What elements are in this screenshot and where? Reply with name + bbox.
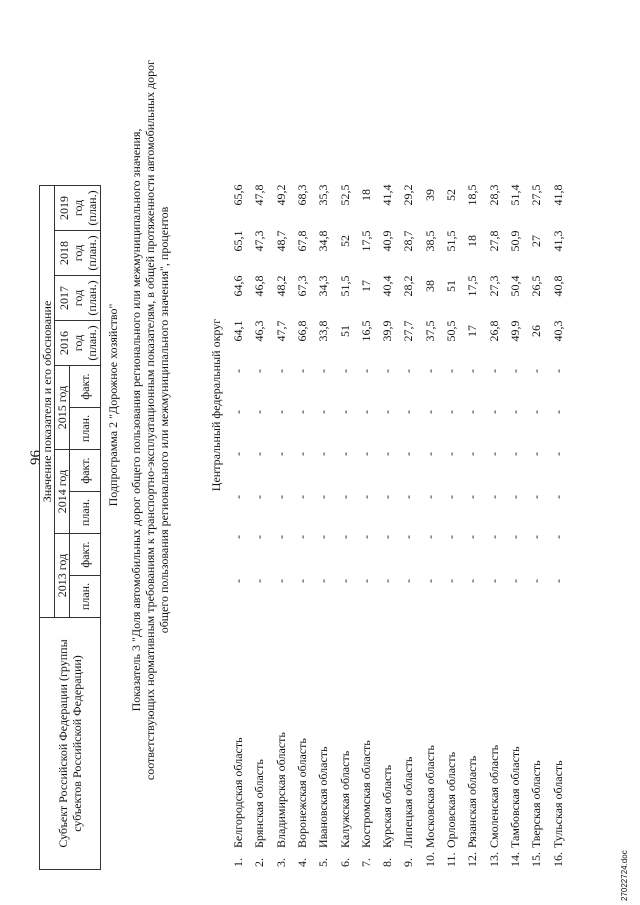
- empty-cell-dash: -: [231, 495, 245, 499]
- empty-cell-dash: -: [486, 410, 501, 414]
- year-2014-header: 2014 год: [55, 450, 70, 534]
- empty-cell-dash: -: [529, 452, 544, 456]
- value-cell: 28,2: [401, 275, 416, 297]
- value-cell: 38: [422, 280, 437, 292]
- empty-cell-dash: -: [273, 535, 288, 539]
- row-number: 3.: [273, 858, 288, 867]
- empty-cell-dash: -: [316, 369, 331, 373]
- row-number: 15.: [529, 852, 544, 867]
- empty-cell-dash: -: [401, 535, 416, 539]
- value-cell: 16,5: [358, 320, 373, 342]
- plan-2014: план.: [70, 492, 101, 534]
- empty-cell-dash: -: [337, 579, 352, 583]
- value-cell: 28,7: [401, 230, 416, 252]
- empty-cell-dash: -: [231, 369, 245, 373]
- empty-cell-dash: -: [486, 579, 501, 583]
- value-cell: 50,4: [507, 275, 522, 297]
- value-cell: 64,1: [231, 320, 245, 342]
- value-cell: 67,3: [294, 275, 309, 297]
- row-number: 4.: [294, 858, 309, 867]
- value-cell: 34,3: [316, 275, 331, 297]
- empty-cell-dash: -: [252, 579, 267, 583]
- empty-cell-dash: -: [486, 452, 501, 456]
- empty-cell-dash: -: [550, 535, 565, 539]
- table-row: [398, 5, 419, 870]
- empty-cell-dash: -: [550, 369, 565, 373]
- empty-cell-dash: -: [273, 452, 288, 456]
- region-name: Курская область: [380, 764, 395, 848]
- value-cell: 65,6: [231, 184, 245, 206]
- value-cell: 35,3: [316, 184, 331, 206]
- region-name: Смоленская область: [486, 744, 501, 848]
- empty-cell-dash: -: [337, 410, 352, 414]
- row-number: 16.: [550, 852, 565, 867]
- empty-cell-dash: -: [316, 495, 331, 499]
- value-cell: 26: [529, 325, 544, 337]
- empty-cell-dash: -: [380, 452, 395, 456]
- row-number: 10.: [422, 852, 437, 867]
- empty-cell-dash: -: [444, 495, 458, 499]
- table-row: [228, 5, 249, 870]
- empty-cell-dash: -: [444, 410, 458, 414]
- empty-cell-dash: -: [231, 410, 245, 414]
- empty-cell-dash: -: [550, 495, 565, 499]
- empty-cell-dash: -: [486, 535, 501, 539]
- empty-cell-dash: -: [358, 535, 373, 539]
- empty-cell-dash: -: [422, 535, 437, 539]
- empty-cell-dash: -: [507, 495, 522, 499]
- table-row: [505, 5, 526, 870]
- value-cell: 28,3: [486, 184, 501, 206]
- empty-cell-dash: -: [337, 495, 352, 499]
- empty-cell-dash: -: [316, 452, 331, 456]
- empty-cell-dash: -: [444, 579, 458, 583]
- year-2019-header: 2019 год (план.): [55, 185, 101, 230]
- empty-cell-dash: -: [380, 495, 395, 499]
- empty-cell-dash: -: [252, 535, 267, 539]
- row-number: 11.: [444, 852, 458, 867]
- empty-cell-dash: -: [358, 495, 373, 499]
- table-row: [313, 5, 334, 870]
- empty-cell-dash: -: [444, 369, 458, 373]
- value-cell: 67,8: [294, 230, 309, 252]
- value-cell: 38,5: [422, 230, 437, 252]
- empty-cell-dash: -: [294, 495, 309, 499]
- value-cell: 29,2: [401, 184, 416, 206]
- value-cell: 52: [444, 189, 458, 201]
- empty-cell-dash: -: [401, 495, 416, 499]
- row-number: 5.: [316, 858, 331, 867]
- value-cell: 47,8: [252, 184, 267, 206]
- value-cell: 26,5: [529, 275, 544, 297]
- empty-cell-dash: -: [422, 452, 437, 456]
- table-row: [271, 5, 292, 870]
- value-cell: 51: [444, 280, 458, 292]
- empty-cell-dash: -: [465, 535, 480, 539]
- value-cell: 48,7: [273, 230, 288, 252]
- district-title: Центральный федеральный округ: [209, 318, 223, 492]
- value-cell: 33,8: [316, 320, 331, 342]
- value-cell: 49,2: [273, 184, 288, 206]
- empty-cell-dash: -: [465, 495, 480, 499]
- empty-cell-dash: -: [231, 579, 245, 583]
- empty-cell-dash: -: [529, 579, 544, 583]
- value-cell: 46,3: [252, 320, 267, 342]
- value-cell: 27,5: [529, 184, 544, 206]
- value-cell: 68,3: [294, 184, 309, 206]
- value-cell: 50,5: [444, 320, 458, 342]
- value-cell: 27,7: [401, 320, 416, 342]
- year-2013-header: 2013 год: [55, 534, 70, 618]
- empty-cell-dash: -: [252, 452, 267, 456]
- empty-cell-dash: -: [273, 369, 288, 373]
- empty-cell-dash: -: [358, 452, 373, 456]
- row-number: 8.: [380, 858, 395, 867]
- empty-cell-dash: -: [529, 535, 544, 539]
- empty-cell-dash: -: [273, 579, 288, 583]
- indicator-line-2: соответствующих нормативным требованиям к транспортно-эксплуатационным показателям, в общей протяженности автомобильных дорог: [143, 59, 157, 781]
- subject-header: Субъект Российской Федерации (группы субъектов Российской Федерации): [40, 618, 101, 870]
- region-name: Тамбовская область: [507, 746, 522, 848]
- empty-cell-dash: -: [507, 535, 522, 539]
- empty-cell-dash: -: [358, 410, 373, 414]
- table-row: [420, 5, 441, 870]
- value-cell: 27,3: [486, 275, 501, 297]
- value-cell: 46,8: [252, 275, 267, 297]
- empty-cell-dash: -: [465, 452, 480, 456]
- value-cell: 41,3: [550, 230, 565, 252]
- empty-cell-dash: -: [422, 495, 437, 499]
- value-cell: 41,8: [550, 184, 565, 206]
- value-cell: 51: [337, 325, 352, 337]
- row-number: 6.: [337, 858, 352, 867]
- value-cell: 47,7: [273, 320, 288, 342]
- value-cell: 64,6: [231, 275, 245, 297]
- value-cell: 18: [465, 235, 480, 247]
- value-cell: 48,2: [273, 275, 288, 297]
- fact-2014: факт.: [70, 450, 101, 492]
- row-number: 12.: [465, 852, 480, 867]
- empty-cell-dash: -: [358, 369, 373, 373]
- fact-2013: факт.: [70, 534, 101, 576]
- row-number: 13.: [486, 852, 501, 867]
- table-row: [292, 5, 313, 870]
- empty-cell-dash: -: [529, 369, 544, 373]
- value-cell: 17: [358, 280, 373, 292]
- empty-cell-dash: -: [422, 410, 437, 414]
- value-cell: 17,5: [465, 275, 480, 297]
- empty-cell-dash: -: [231, 452, 245, 456]
- indicator-line-1: Показатель 3 "Доля автомобильных дорог общего пользования регионального или межмуниципального значения,: [129, 128, 143, 712]
- empty-cell-dash: -: [316, 535, 331, 539]
- row-number: 9.: [401, 858, 416, 867]
- empty-cell-dash: -: [465, 369, 480, 373]
- empty-cell-dash: -: [231, 535, 245, 539]
- value-cell: 17: [465, 325, 480, 337]
- value-cell: 40,4: [380, 275, 395, 297]
- table-header: [39, 0, 101, 870]
- page-number: 96: [28, 450, 44, 465]
- empty-cell-dash: -: [294, 452, 309, 456]
- value-cell: 17,5: [358, 230, 373, 252]
- value-cell: 34,8: [316, 230, 331, 252]
- empty-cell-dash: -: [401, 410, 416, 414]
- region-name: Московская область: [422, 745, 437, 848]
- empty-cell-dash: -: [337, 369, 352, 373]
- empty-cell-dash: -: [465, 579, 480, 583]
- value-cell: 41,4: [380, 184, 395, 206]
- region-name: Владимирская область: [273, 732, 288, 848]
- value-cell: 40,9: [380, 230, 395, 252]
- value-cell: 66,8: [294, 320, 309, 342]
- table-row: [356, 5, 377, 870]
- region-name: Белгородская область: [231, 737, 245, 848]
- plan-2015: план.: [70, 408, 101, 450]
- empty-cell-dash: -: [507, 410, 522, 414]
- value-cell: 51,5: [444, 230, 458, 252]
- empty-cell-dash: -: [507, 579, 522, 583]
- year-2018-header: 2018 год (план.): [55, 231, 101, 276]
- fact-2015: факт.: [70, 366, 101, 408]
- empty-cell-dash: -: [316, 579, 331, 583]
- subprogram-title: Подпрограмма 2 "Дорожное хозяйство": [106, 303, 120, 507]
- region-name: Рязанская область: [465, 755, 480, 848]
- empty-cell-dash: -: [465, 410, 480, 414]
- region-name: Липецкая область: [401, 756, 416, 848]
- value-cell: 51,5: [337, 275, 352, 297]
- empty-cell-dash: -: [252, 410, 267, 414]
- table-row: [526, 5, 547, 870]
- empty-cell-dash: -: [380, 369, 395, 373]
- region-name: Костромская область: [358, 740, 373, 848]
- empty-cell-dash: -: [507, 369, 522, 373]
- empty-cell-dash: -: [380, 535, 395, 539]
- value-cell: 50,9: [507, 230, 522, 252]
- empty-cell-dash: -: [401, 452, 416, 456]
- value-cell: 27: [529, 235, 544, 247]
- row-number: 14.: [507, 852, 522, 867]
- table-row: [335, 5, 356, 870]
- table-row: [377, 5, 398, 870]
- empty-cell-dash: -: [422, 369, 437, 373]
- empty-cell-dash: -: [529, 495, 544, 499]
- empty-cell-dash: -: [422, 579, 437, 583]
- empty-cell-dash: -: [273, 495, 288, 499]
- region-name: Тверская область: [529, 760, 544, 848]
- empty-cell-dash: -: [486, 495, 501, 499]
- table-row: [249, 5, 270, 870]
- row-number: 2.: [252, 858, 267, 867]
- empty-cell-dash: -: [294, 535, 309, 539]
- empty-cell-dash: -: [316, 410, 331, 414]
- value-cell: 51,4: [507, 184, 522, 206]
- region-name: Тульская область: [550, 760, 565, 848]
- empty-cell-dash: -: [380, 410, 395, 414]
- value-cell: 27,8: [486, 230, 501, 252]
- empty-cell-dash: -: [529, 410, 544, 414]
- value-cell: 40,3: [550, 320, 565, 342]
- value-cell: 47,3: [252, 230, 267, 252]
- value-cell: 39,9: [380, 320, 395, 342]
- table-row: [548, 5, 569, 870]
- table-row: [441, 5, 462, 870]
- value-cell: 40,8: [550, 275, 565, 297]
- empty-cell-dash: -: [337, 535, 352, 539]
- table-row: [484, 5, 505, 870]
- value-cell: 39: [422, 189, 437, 201]
- empty-cell-dash: -: [550, 410, 565, 414]
- empty-cell-dash: -: [380, 579, 395, 583]
- empty-cell-dash: -: [444, 452, 458, 456]
- region-name: Орловская область: [444, 751, 458, 848]
- empty-cell-dash: -: [550, 452, 565, 456]
- value-cell: 52,5: [337, 184, 352, 206]
- empty-cell-dash: -: [273, 410, 288, 414]
- empty-cell-dash: -: [337, 452, 352, 456]
- empty-cell-dash: -: [486, 369, 501, 373]
- region-name: Воронежская область: [294, 738, 309, 848]
- empty-cell-dash: -: [294, 369, 309, 373]
- region-name: Калужская область: [337, 750, 352, 848]
- plan-2013: план.: [70, 576, 101, 618]
- empty-cell-dash: -: [358, 579, 373, 583]
- indicator-line-3: общего пользования регионального или межмуниципального значения", процентов: [157, 206, 171, 634]
- year-2016-header: 2016 год (план.): [55, 321, 101, 366]
- region-name: Ивановская область: [316, 746, 331, 848]
- empty-cell-dash: -: [401, 369, 416, 373]
- empty-cell-dash: -: [507, 452, 522, 456]
- empty-cell-dash: -: [252, 495, 267, 499]
- region-name: Брянская область: [252, 759, 267, 848]
- value-cell: 18,5: [465, 184, 480, 206]
- value-header: Значение показателя и его обоснование: [40, 185, 55, 617]
- value-cell: 18: [358, 189, 373, 201]
- value-cell: 49,9: [507, 320, 522, 342]
- row-number: 1.: [231, 858, 245, 867]
- value-cell: 26,8: [486, 320, 501, 342]
- value-cell: 37,5: [422, 320, 437, 342]
- value-cell: 52: [337, 235, 352, 247]
- year-2015-header: 2015 год: [55, 366, 70, 450]
- empty-cell-dash: -: [294, 579, 309, 583]
- value-cell: 65,1: [231, 230, 245, 252]
- file-label: 27022724.doc: [620, 850, 629, 901]
- empty-cell-dash: -: [252, 369, 267, 373]
- row-number: 7.: [358, 858, 373, 867]
- empty-cell-dash: -: [294, 410, 309, 414]
- empty-cell-dash: -: [444, 535, 458, 539]
- empty-cell-dash: -: [550, 579, 565, 583]
- empty-cell-dash: -: [401, 579, 416, 583]
- table-row: [462, 5, 483, 870]
- year-2017-header: 2017 год (план.): [55, 276, 101, 321]
